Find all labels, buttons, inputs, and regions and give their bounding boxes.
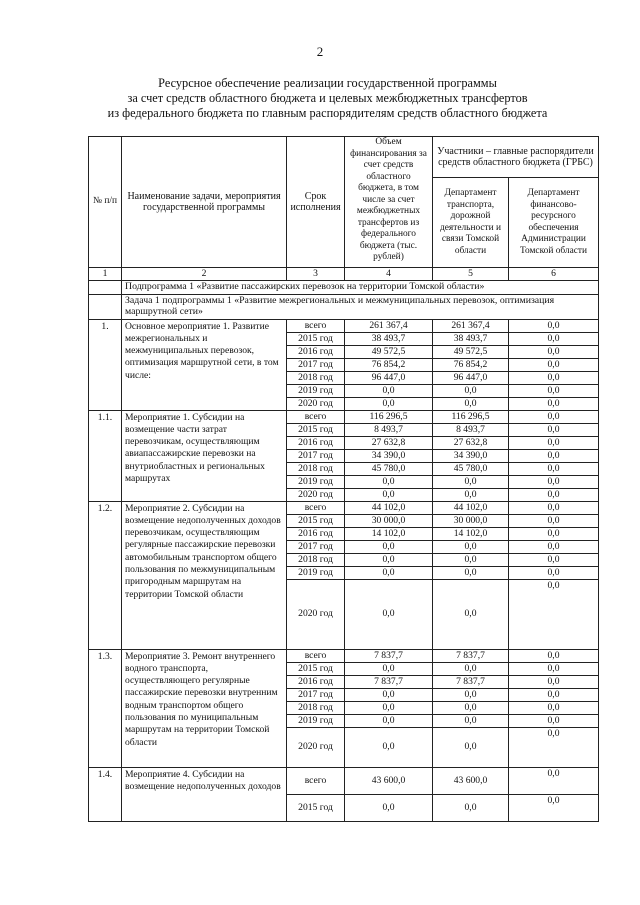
term-cell: 2018 год — [287, 371, 345, 384]
volume-cell: 38 493,7 — [345, 332, 433, 345]
volume-cell: 0,0 — [345, 553, 433, 566]
term-cell: 2016 год — [287, 436, 345, 449]
finance-cell: 0,0 — [509, 384, 599, 397]
header-num: № п/п — [89, 137, 122, 268]
transport-cell: 38 493,7 — [433, 332, 509, 345]
finance-cell: 0,0 — [509, 332, 599, 345]
transport-cell: 0,0 — [433, 553, 509, 566]
volume-cell: 45 780,0 — [345, 462, 433, 475]
finance-cell: 0,0 — [509, 566, 599, 579]
term-cell: 2018 год — [287, 553, 345, 566]
finance-cell: 0,0 — [509, 358, 599, 371]
volume-cell: 0,0 — [345, 688, 433, 701]
transport-cell: 44 102,0 — [433, 501, 509, 514]
term-cell: 2016 год — [287, 675, 345, 688]
transport-cell: 0,0 — [433, 727, 509, 767]
finance-cell: 0,0 — [509, 449, 599, 462]
finance-cell: 0,0 — [509, 794, 599, 821]
volume-cell: 261 367,4 — [345, 319, 433, 332]
term-cell: 2015 год — [287, 423, 345, 436]
empty-cell — [89, 280, 122, 294]
finance-cell: 0,0 — [509, 579, 599, 649]
header-name: Наименование задачи, мероприятия государственной программы — [122, 137, 287, 268]
volume-cell: 44 102,0 — [345, 501, 433, 514]
transport-cell: 0,0 — [433, 488, 509, 501]
col-number: 2 — [122, 268, 287, 281]
volume-cell: 0,0 — [345, 662, 433, 675]
term-cell: всего — [287, 319, 345, 332]
finance-cell: 0,0 — [509, 649, 599, 662]
transport-cell: 0,0 — [433, 475, 509, 488]
page-number: 2 — [316, 44, 324, 59]
volume-cell: 0,0 — [345, 384, 433, 397]
volume-cell: 0,0 — [345, 488, 433, 501]
transport-cell: 0,0 — [433, 566, 509, 579]
volume-cell: 116 296,5 — [345, 410, 433, 423]
activity-name: Основное мероприятие 1. Развитие межрегиональных и межмуниципальных перевозок, оптимизация маршрутной сети, в том числе: — [122, 319, 287, 410]
term-cell: 2017 год — [287, 449, 345, 462]
volume-cell: 0,0 — [345, 701, 433, 714]
finance-cell: 0,0 — [509, 514, 599, 527]
col-number: 6 — [509, 268, 599, 281]
transport-cell: 14 102,0 — [433, 527, 509, 540]
volume-cell: 0,0 — [345, 579, 433, 649]
document-title — [60, 76, 595, 121]
volume-cell: 76 854,2 — [345, 358, 433, 371]
subprogram-title: Подпрограмма 1 «Развитие пассажирских перевозок на территории Томской области» — [122, 280, 599, 294]
row-number: 1. — [89, 319, 122, 410]
transport-cell: 49 572,5 — [433, 345, 509, 358]
term-cell: 2016 год — [287, 345, 345, 358]
volume-cell: 0,0 — [345, 727, 433, 767]
activity-name: Мероприятие 4. Субсидии на возмещение недополученных доходов — [122, 767, 287, 821]
transport-cell: 96 447,0 — [433, 371, 509, 384]
row-number: 1.2. — [89, 501, 122, 649]
term-cell: 2015 год — [287, 332, 345, 345]
volume-cell: 0,0 — [345, 714, 433, 727]
term-cell: 2018 год — [287, 701, 345, 714]
volume-cell: 34 390,0 — [345, 449, 433, 462]
term-cell: 2020 год — [287, 488, 345, 501]
resource-table — [88, 136, 599, 822]
transport-cell: 0,0 — [433, 579, 509, 649]
volume-cell: 14 102,0 — [345, 527, 433, 540]
transport-cell: 0,0 — [433, 662, 509, 675]
activity-name: Мероприятие 3. Ремонт внутреннего водного транспорта, осуществляющего регулярные пассажирские перевозки внутренним водным транспортом общего пользования по муниципальным маршрутам на территории Томской области — [122, 649, 287, 767]
row-number: 1.4. — [89, 767, 122, 821]
term-cell: 2015 год — [287, 794, 345, 821]
transport-cell: 0,0 — [433, 714, 509, 727]
transport-cell: 261 367,4 — [433, 319, 509, 332]
finance-cell: 0,0 — [509, 475, 599, 488]
transport-cell: 30 000,0 — [433, 514, 509, 527]
task-title: Задача 1 подпрограммы 1 «Развитие межрегиональных и межмуниципальных перевозок, оптимизация маршрутной сети» — [122, 294, 599, 319]
volume-cell: 43 600,0 — [345, 767, 433, 794]
term-cell: 2016 год — [287, 527, 345, 540]
volume-cell: 0,0 — [345, 397, 433, 410]
finance-cell: 0,0 — [509, 553, 599, 566]
volume-cell: 0,0 — [345, 540, 433, 553]
finance-cell: 0,0 — [509, 423, 599, 436]
transport-cell: 0,0 — [433, 384, 509, 397]
finance-cell: 0,0 — [509, 319, 599, 332]
volume-cell: 7 837,7 — [345, 675, 433, 688]
transport-cell: 7 837,7 — [433, 675, 509, 688]
term-cell: 2020 год — [287, 727, 345, 767]
transport-cell: 0,0 — [433, 540, 509, 553]
term-cell: 2017 год — [287, 688, 345, 701]
col-number: 1 — [89, 268, 122, 281]
finance-cell: 0,0 — [509, 488, 599, 501]
term-cell: 2017 год — [287, 540, 345, 553]
transport-cell: 0,0 — [433, 688, 509, 701]
col-number: 3 — [287, 268, 345, 281]
header-volume: Объем финансирования за счет средств областного бюджета, в том числе за счет межбюджетных трансфертов из федерального бюджета (тыс. рублей) — [345, 137, 433, 268]
transport-cell: 0,0 — [433, 701, 509, 714]
finance-cell: 0,0 — [509, 410, 599, 423]
volume-cell: 0,0 — [345, 475, 433, 488]
transport-cell: 27 632,8 — [433, 436, 509, 449]
volume-cell: 49 572,5 — [345, 345, 433, 358]
header-dept-transport: Департамент транспорта, дорожной деятельности и связи Томской области — [433, 178, 509, 268]
transport-cell: 7 837,7 — [433, 649, 509, 662]
row-number: 1.3. — [89, 649, 122, 767]
finance-cell: 0,0 — [509, 540, 599, 553]
volume-cell: 27 632,8 — [345, 436, 433, 449]
term-cell: 2018 год — [287, 462, 345, 475]
transport-cell: 8 493,7 — [433, 423, 509, 436]
finance-cell: 0,0 — [509, 501, 599, 514]
term-cell: 2019 год — [287, 384, 345, 397]
volume-cell: 30 000,0 — [345, 514, 433, 527]
col-number: 4 — [345, 268, 433, 281]
finance-cell: 0,0 — [509, 714, 599, 727]
finance-cell: 0,0 — [509, 462, 599, 475]
term-cell: 2019 год — [287, 475, 345, 488]
finance-cell: 0,0 — [509, 527, 599, 540]
col-number: 5 — [433, 268, 509, 281]
term-cell: 2019 год — [287, 566, 345, 579]
transport-cell: 45 780,0 — [433, 462, 509, 475]
header-term: Срок исполнения — [287, 137, 345, 268]
title-line: Ресурсное обеспечение реализации государственной программы — [158, 76, 497, 90]
title-line: за счет средств областного бюджета и целевых межбюджетных трансфертов — [127, 91, 528, 105]
title-line: из федерального бюджета по главным распорядителям средств областного бюджета — [107, 106, 548, 120]
volume-cell: 96 447,0 — [345, 371, 433, 384]
finance-cell: 0,0 — [509, 371, 599, 384]
finance-cell: 0,0 — [509, 701, 599, 714]
term-cell: всего — [287, 649, 345, 662]
term-cell: 2020 год — [287, 397, 345, 410]
volume-cell: 0,0 — [345, 566, 433, 579]
volume-cell: 8 493,7 — [345, 423, 433, 436]
activity-name: Мероприятие 2. Субсидии на возмещение недополученных доходов перевозчикам, осуществляющим регулярные пассажирские перевозки автомобильным транспортом общего пользования по межмуниципальным пригородным маршрутам на территории Томской области — [122, 501, 287, 649]
transport-cell: 43 600,0 — [433, 767, 509, 794]
term-cell: 2019 год — [287, 714, 345, 727]
finance-cell: 0,0 — [509, 436, 599, 449]
term-cell: 2017 год — [287, 358, 345, 371]
finance-cell: 0,0 — [509, 688, 599, 701]
header-dept-finance: Департамент финансово-ресурсного обеспечения Администрации Томской области — [509, 178, 599, 268]
transport-cell: 116 296,5 — [433, 410, 509, 423]
finance-cell: 0,0 — [509, 767, 599, 794]
finance-cell: 0,0 — [509, 397, 599, 410]
volume-cell: 7 837,7 — [345, 649, 433, 662]
term-cell: 2015 год — [287, 514, 345, 527]
transport-cell: 76 854,2 — [433, 358, 509, 371]
term-cell: всего — [287, 767, 345, 794]
header-participants: Участники – главные распорядители средств областного бюджета (ГРБС) — [433, 137, 599, 178]
activity-name: Мероприятие 1. Субсидии на возмещение части затрат перевозчикам, осуществляющим авиапассажирские перевозки на внутриобластных и региональных маршрутах — [122, 410, 287, 501]
term-cell: всего — [287, 501, 345, 514]
finance-cell: 0,0 — [509, 345, 599, 358]
empty-cell — [89, 294, 122, 319]
term-cell: 2020 год — [287, 579, 345, 649]
term-cell: 2015 год — [287, 662, 345, 675]
finance-cell: 0,0 — [509, 727, 599, 767]
row-number: 1.1. — [89, 410, 122, 501]
volume-cell: 0,0 — [345, 794, 433, 821]
finance-cell: 0,0 — [509, 675, 599, 688]
term-cell: всего — [287, 410, 345, 423]
finance-cell: 0,0 — [509, 662, 599, 675]
transport-cell: 34 390,0 — [433, 449, 509, 462]
transport-cell: 0,0 — [433, 794, 509, 821]
transport-cell: 0,0 — [433, 397, 509, 410]
